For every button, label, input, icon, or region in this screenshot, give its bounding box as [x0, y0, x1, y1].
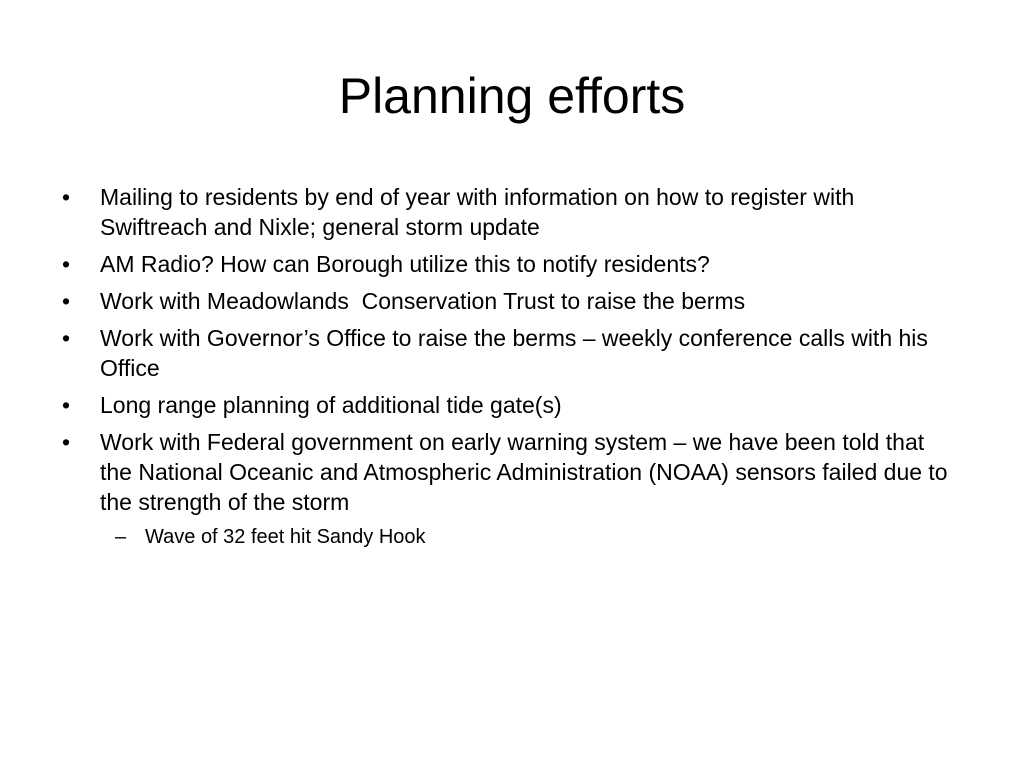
slide-title: Planning efforts [338, 68, 686, 124]
bullet-dot-icon: • [62, 251, 71, 277]
sub-bullet-list [100, 523, 962, 551]
bullet-text: Mailing to residents by end of year with information on how to register with Swiftreach and Nixle; general storm update [100, 184, 855, 240]
bullet-dot-icon: • [62, 325, 71, 351]
bullet-dot-icon: • [62, 429, 71, 455]
bullet-item [62, 182, 962, 242]
bullet-text: AM Radio? How can Borough utilize this to notify residents? [100, 251, 710, 277]
bullet-dot-icon: • [62, 288, 71, 314]
bullet-dot-icon: • [62, 184, 71, 210]
bullet-item [62, 249, 962, 279]
sub-bullet-text: Wave of 32 feet hit Sandy Hook [145, 526, 426, 548]
bullet-text: Work with Federal government on early warning system – we have been told that the National Oceanic and Atmospheric Administration (NOAA) sensors failed due to the strength of the storm [100, 429, 948, 515]
bullet-item [62, 427, 962, 551]
bullet-text: Work with Governor’s Office to raise the berms – weekly conference calls with his Office [100, 325, 928, 381]
bullet-list [62, 182, 962, 558]
bullet-item [62, 286, 962, 316]
bullet-dot-icon: • [62, 392, 71, 418]
bullet-text: Work with Meadowlands Conservation Trust to raise the berms [100, 288, 746, 314]
dash-icon: – [115, 526, 127, 548]
bullet-text: Long range planning of additional tide gate(s) [100, 392, 562, 418]
bullet-item [62, 323, 962, 383]
sub-bullet-item [62, 523, 962, 551]
bullet-item [62, 390, 962, 420]
